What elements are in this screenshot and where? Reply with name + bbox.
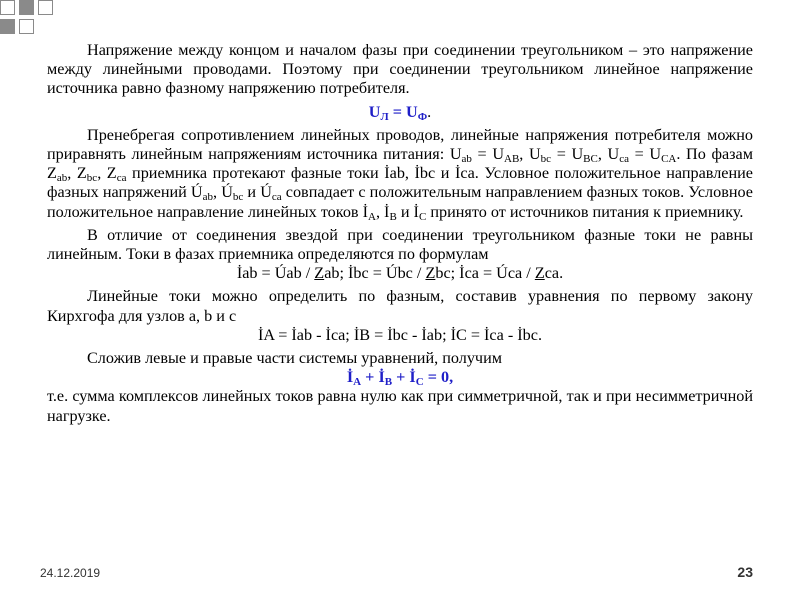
square-outline (19, 19, 34, 34)
square-filled (19, 0, 34, 15)
slide-body (47, 41, 753, 426)
square-outline (0, 0, 15, 15)
paragraph-delta-voltage: Напряжение между концом и началом фазы при соединении треугольником – это напряжение между линейными проводами. Поэтому при соединении треугольником линейное напряжение источника равно фазному напряжению потребителя. (47, 41, 753, 98)
square-outline (38, 0, 53, 15)
paragraph-kirchhoff: Линейные токи можно определить по фазным, составив уравнения по первому закону Кирхгофа для узлов a, b и c (47, 287, 753, 325)
paragraph-sum-equations: Сложив левые и правые части системы уравнений, получим (87, 349, 502, 368)
formula-current-sum: $İ_A$ + $İ_B$ + $İ_C = 0$, (346, 368, 454, 389)
paragraph-delta-vs-star: В отличие от соединения звездой при соединении треугольником фазные токи не равны линейным. Токи в фазах приемника определяются по формулам (47, 225, 753, 264)
decorative-squares (0, 0, 70, 45)
paragraph-conclusion: т.е. сумма комплексов линейных токов равна нулю как при симметричной, так и при несимметричной нагрузке. (47, 387, 753, 425)
square-filled (0, 19, 15, 34)
formula-line-phase-voltage: $U_Л = U_Ф$. (368, 102, 432, 123)
formula-phase-currents: İab = Úab / Zab; İbc = Úbc / Zbc; İca = Úca / Zca. (236, 264, 564, 283)
formula-line-currents: İA = İab - İca; İB = İbc - İab; İC = İca - İbc. (257, 325, 542, 344)
slide-date: 24.12.2019 (40, 566, 101, 580)
paragraph-phase-currents: Пренебрегая сопротивлением линейных проводов, линейные напряжения потребителя можно приравнять линейным напряжениям источника питания: $U_{ab} = U_{AB}$, $U_{bc} = U_{BC}$, $U_{ca} = U_{CA}$. По фазам $Z_{ab}$, $Z_{bc}$, $Z_{ca}$ приемника протекают фазные токи İab, İbc и İca. Условное положительное направление фазных напряжений $Ú_{ab}$, $Ú_{bc}$ и $Ú_{ca}$ совпадает с положительным направлением фазных токов. Условное положительное направление линейных токов $İ_A$, $İ_B$ и $İ_C$ принято от источников питания к приемнику. (47, 125, 753, 223)
slide-number: 23 (737, 564, 753, 580)
